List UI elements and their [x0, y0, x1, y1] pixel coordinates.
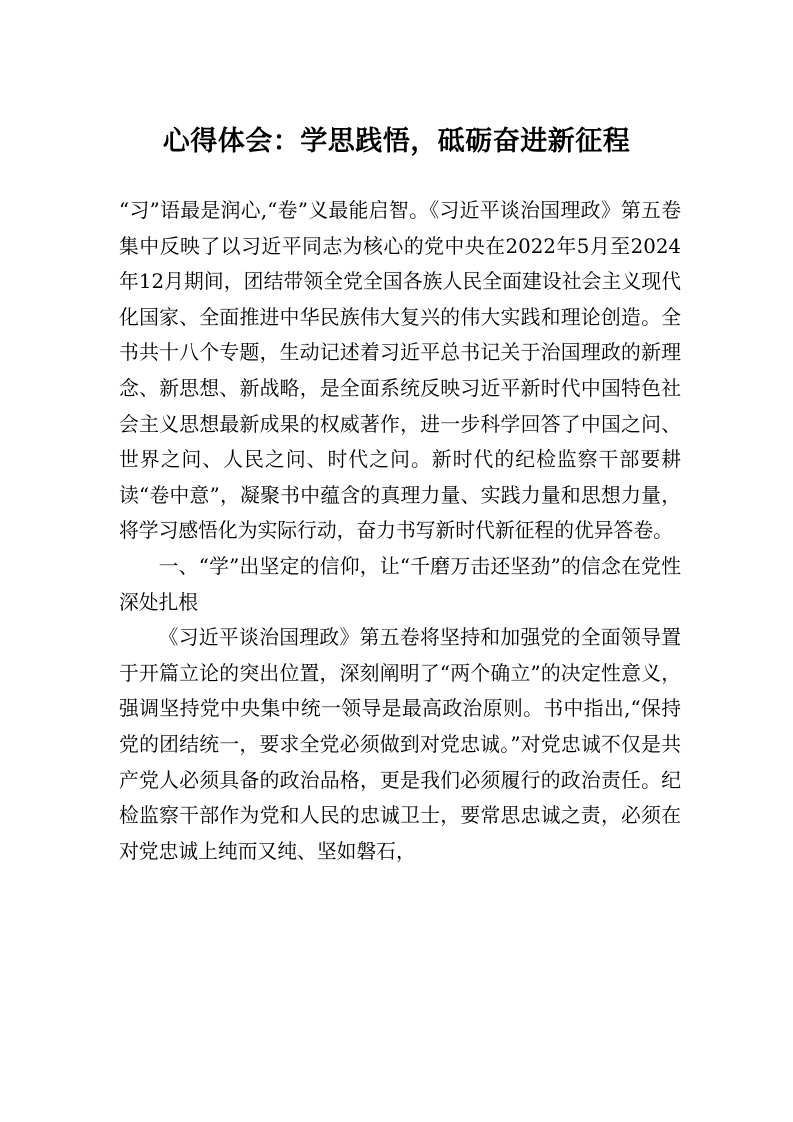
paragraph-section-1: 《习近平谈治国理政》第五卷将坚持和加强党的全面领导置于开篇立论的突出位置，深刻阐明了“两个确立”的决定性意义，强调坚持党中央集中统一领导是最高政治原则。书中指出,“保持党的团结统一，要求全党必须做到对党忠诚。”对党忠诚不仅是共产党人必须具备的政治品格，更是我们必须履行的政治责任。纪检监察干部作为党和人民的忠诚卫士，要常思忠诚之责，必须在对党忠诚上纯而又纯、坚如磐石， — [119, 626, 681, 863]
document-title: 心得体会：学思践悟，砥砺奋进新征程 — [162, 126, 631, 157]
document-body — [119, 193, 681, 869]
paragraph-intro: “习”语最是润心,“卷”义最能启智。《习近平谈治国理政》第五卷集中反映了以习近平同志为核心的党中央在2022年5月至2024年12月期间，团结带领全党全国各族人民全面建设社会主义现代化国家、全面推进中华民族伟大复兴的伟大实践和理论创造。全书共十八个专题，生动记述着习近平总书记关于治国理政的新理念、新思想、新战略，是全面系统反映习近平新时代中国特色社会主义思想最新成果的权威著作，进一步科学回答了中国之问、世界之问、人民之问、时代之问。新时代的纪检监察干部要耕读“卷中意”，凝聚书中蕴含的真理力量、实践力量和思想力量，将学习感悟化为实际行动，奋力书写新时代新征程的优异答卷。 — [119, 199, 681, 543]
section-heading-1: 一、“学”出坚定的信仰，让“千磨万击还坚劲”的信念在党性深处扎根 — [119, 554, 681, 614]
